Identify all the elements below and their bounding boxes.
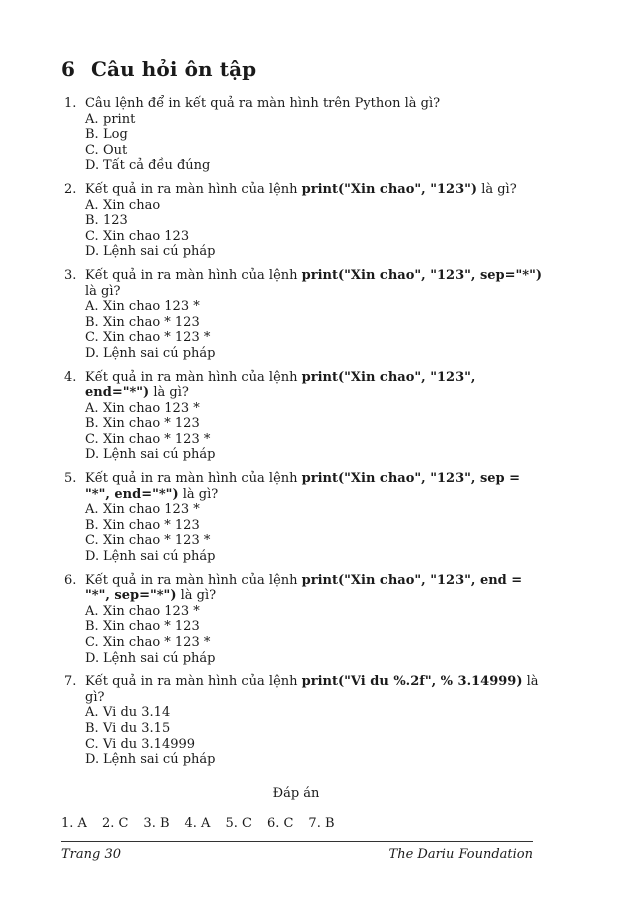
answer-option bbox=[85, 635, 544, 651]
option-list bbox=[64, 705, 544, 767]
answer-option bbox=[85, 432, 544, 448]
publisher-name: The Dariu Foundation bbox=[388, 847, 533, 862]
answer-option bbox=[85, 549, 544, 565]
question-stem bbox=[64, 182, 544, 198]
question-stem bbox=[64, 674, 544, 705]
option-letter: D. bbox=[85, 752, 100, 768]
option-text: Lệnh sai cú pháp bbox=[103, 549, 216, 565]
option-letter: A. bbox=[85, 502, 99, 518]
answer-option bbox=[85, 619, 544, 635]
option-letter: B. bbox=[85, 517, 99, 533]
answer-option bbox=[85, 158, 544, 174]
question-suffix: là gì? bbox=[477, 181, 517, 197]
question-item bbox=[64, 268, 544, 362]
option-letter: D. bbox=[85, 549, 100, 565]
option-letter: B. bbox=[85, 619, 99, 635]
question-suffix: là gì? bbox=[149, 385, 189, 401]
option-letter: D. bbox=[85, 447, 100, 463]
question-item bbox=[64, 96, 544, 174]
option-letter: A. bbox=[85, 705, 99, 721]
option-letter: B. bbox=[85, 127, 99, 143]
question-code: print("Xin chao", "123") bbox=[301, 181, 478, 197]
option-text: Lệnh sai cú pháp bbox=[103, 244, 216, 260]
answer-key-item: 6. C bbox=[266, 816, 294, 831]
option-text: Xin chao 123 * bbox=[103, 299, 200, 315]
option-letter: C. bbox=[85, 228, 99, 244]
option-letter: D. bbox=[85, 345, 100, 361]
question-text bbox=[85, 573, 544, 604]
option-letter: D. bbox=[85, 650, 100, 666]
option-letter: B. bbox=[85, 213, 99, 229]
question-code: print("Xin chao", "123", end = "*", sep="*") bbox=[85, 572, 523, 604]
question-text bbox=[85, 268, 544, 299]
question-list bbox=[64, 96, 544, 776]
answer-key-list bbox=[61, 816, 350, 831]
option-letter: B. bbox=[85, 416, 99, 432]
question-stem bbox=[64, 370, 544, 401]
option-text: Xin chao * 123 * bbox=[103, 431, 211, 447]
option-text: Xin chao * 123 * bbox=[103, 330, 211, 346]
option-text: Xin chao * 123 bbox=[103, 517, 200, 533]
section-number: 6 bbox=[61, 57, 76, 81]
answer-key-title: Đáp án bbox=[272, 786, 320, 801]
option-list bbox=[64, 401, 544, 463]
option-letter: A. bbox=[85, 197, 99, 213]
answer-option bbox=[85, 401, 544, 417]
answer-key-item: 3. B bbox=[143, 816, 170, 831]
question-text bbox=[85, 370, 544, 401]
option-list bbox=[64, 299, 544, 361]
option-list bbox=[64, 502, 544, 564]
answer-option bbox=[85, 315, 544, 331]
answer-option bbox=[85, 416, 544, 432]
question-suffix: là gì? bbox=[178, 486, 219, 502]
option-letter: B. bbox=[85, 314, 99, 330]
option-letter: D. bbox=[85, 244, 100, 260]
answer-option bbox=[85, 737, 544, 753]
question-text bbox=[85, 182, 544, 198]
option-letter: A. bbox=[85, 299, 99, 315]
option-letter: D. bbox=[85, 158, 100, 174]
option-text: Vi du 3.14 bbox=[103, 705, 171, 721]
question-prefix: Câu lệnh để in kết quả ra màn hình trên Python là gì? bbox=[85, 96, 441, 111]
answer-option bbox=[85, 299, 544, 315]
option-text: Xin chao 123 * bbox=[103, 400, 200, 416]
question-item bbox=[64, 573, 544, 667]
option-letter: C. bbox=[85, 431, 99, 447]
page-number: Trang 30 bbox=[61, 847, 122, 862]
question-stem bbox=[64, 268, 544, 299]
question-code: print("Vi du %.2f", % 3.14999) bbox=[301, 674, 523, 690]
answer-key-item: 5. C bbox=[225, 816, 252, 831]
option-text: 123 bbox=[103, 213, 128, 229]
option-text: Lệnh sai cú pháp bbox=[103, 345, 216, 361]
question-prefix: Kết quả in ra màn hình của lệnh bbox=[85, 471, 302, 487]
answer-option bbox=[85, 244, 544, 260]
question-item bbox=[64, 471, 544, 565]
answer-option bbox=[85, 651, 544, 667]
question-number: 1. bbox=[64, 96, 77, 111]
footer-divider bbox=[61, 841, 533, 842]
question-text bbox=[85, 471, 544, 502]
question-suffix: là gì? bbox=[85, 283, 121, 299]
question-number: 7. bbox=[64, 674, 77, 690]
question-text bbox=[85, 674, 544, 705]
answer-option bbox=[85, 447, 544, 463]
question-number: 6. bbox=[64, 572, 77, 588]
answer-option bbox=[85, 112, 544, 128]
question-suffix: là gì? bbox=[176, 588, 217, 604]
option-text: Lệnh sai cú pháp bbox=[103, 752, 216, 768]
option-text: Xin chao 123 * bbox=[103, 502, 200, 518]
question-number: 2. bbox=[64, 181, 77, 197]
answer-key-item: 2. C bbox=[101, 816, 129, 831]
answer-key-item: 1. A bbox=[61, 816, 87, 831]
answer-option bbox=[85, 330, 544, 346]
question-number: 3. bbox=[64, 267, 77, 283]
option-text: Lệnh sai cú pháp bbox=[103, 650, 216, 666]
answer-option bbox=[85, 752, 544, 768]
answer-option bbox=[85, 604, 544, 620]
question-suffix: là gì? bbox=[85, 674, 539, 705]
option-text: Xin chao 123 * bbox=[103, 603, 200, 619]
option-text: Tất cả đều đúng bbox=[103, 158, 211, 174]
question-item bbox=[64, 370, 544, 464]
question-prefix: Kết quả in ra màn hình của lệnh bbox=[85, 572, 302, 588]
answer-option bbox=[85, 198, 544, 214]
question-code: print("Xin chao", "123", end="*") bbox=[85, 369, 476, 401]
option-letter: C. bbox=[85, 533, 99, 549]
question-item bbox=[64, 182, 544, 260]
question-code: print("Xin chao", "123", sep="*") bbox=[301, 267, 543, 283]
option-text: Vi du 3.15 bbox=[103, 720, 171, 736]
option-letter: B. bbox=[85, 720, 99, 736]
option-letter: C. bbox=[85, 330, 99, 346]
answer-option bbox=[85, 229, 544, 245]
option-letter: C. bbox=[85, 736, 99, 752]
answer-option bbox=[85, 143, 544, 159]
section-heading bbox=[61, 57, 256, 81]
option-text: Xin chao * 123 * bbox=[103, 533, 211, 549]
answer-key-item: 7. B bbox=[308, 816, 335, 831]
option-text: Log bbox=[103, 127, 128, 143]
question-item bbox=[64, 674, 544, 768]
option-list bbox=[64, 112, 544, 174]
answer-option bbox=[85, 346, 544, 362]
option-letter: A. bbox=[85, 400, 99, 416]
option-text: Out bbox=[103, 142, 128, 158]
answer-option bbox=[85, 705, 544, 721]
question-prefix: Kết quả in ra màn hình của lệnh bbox=[85, 369, 302, 385]
question-stem bbox=[64, 573, 544, 604]
option-letter: A. bbox=[85, 603, 99, 619]
question-text bbox=[85, 96, 544, 112]
option-text: Xin chao 123 bbox=[103, 228, 190, 244]
answer-option bbox=[85, 518, 544, 534]
option-text: Xin chao * 123 bbox=[103, 619, 200, 635]
answer-option bbox=[85, 127, 544, 143]
option-letter: C. bbox=[85, 635, 99, 650]
option-text: Xin chao * 123 * bbox=[103, 635, 211, 650]
option-text: Xin chao * 123 bbox=[103, 416, 200, 432]
option-letter: C. bbox=[85, 142, 99, 158]
option-letter: A. bbox=[85, 111, 99, 127]
option-list bbox=[64, 604, 544, 666]
option-text: Vi du 3.14999 bbox=[103, 736, 196, 752]
question-number: 4. bbox=[64, 369, 77, 385]
question-number: 5. bbox=[64, 471, 77, 487]
answer-option bbox=[85, 213, 544, 229]
option-text: print bbox=[103, 111, 136, 127]
answer-option bbox=[85, 721, 544, 737]
answer-option bbox=[85, 502, 544, 518]
option-text: Xin chao bbox=[103, 197, 161, 213]
option-text: Lệnh sai cú pháp bbox=[103, 447, 216, 463]
answer-option bbox=[85, 533, 544, 549]
question-prefix: Kết quả in ra màn hình của lệnh bbox=[85, 181, 302, 197]
option-list bbox=[64, 198, 544, 260]
section-title: Câu hỏi ôn tập bbox=[91, 57, 257, 81]
question-prefix: Kết quả in ra màn hình của lệnh bbox=[85, 267, 302, 283]
question-prefix: Kết quả in ra màn hình của lệnh bbox=[85, 674, 302, 690]
answer-key-item: 4. A bbox=[184, 816, 211, 831]
option-text: Xin chao * 123 bbox=[103, 314, 200, 330]
question-stem bbox=[64, 96, 544, 112]
question-stem bbox=[64, 471, 544, 502]
question-code: print("Xin chao", "123", sep = "*", end="*") bbox=[85, 471, 521, 502]
